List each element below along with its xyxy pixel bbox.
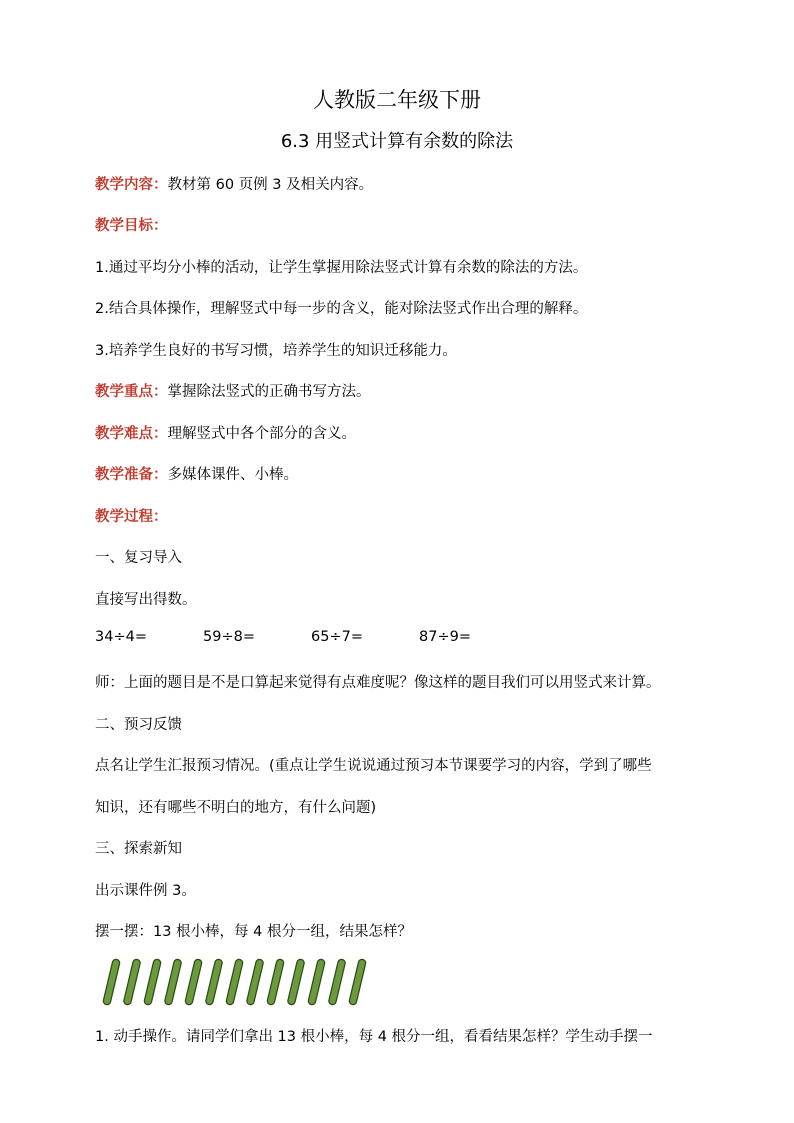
goal-item-2: 2.结合具体操作，理解竖式中每一步的含义，能对除法竖式作出合理的解释。: [95, 301, 588, 317]
expression-3: 65÷7=: [311, 629, 363, 645]
prep-text: 多媒体课件、小棒。: [167, 467, 298, 483]
section-heading-1: 一、复习导入: [95, 550, 182, 566]
sticks-illustration: [95, 958, 375, 1006]
report-line-1: 点名让学生汇报预习情况。(重点让学生说说通过预习本节课要学习的内容，学到了哪些: [95, 758, 652, 774]
lesson-title: 6.3 用竖式计算有余数的除法: [280, 131, 514, 152]
content-label: 教学内容：: [95, 177, 168, 193]
goal-item-3: 3.培养学生良好的书写习惯，培养学生的知识迁移能力。: [95, 343, 457, 359]
difficulty-label: 教学难点：: [95, 426, 168, 442]
expression-4: 87÷9=: [419, 629, 471, 645]
arrange-question: 摆一摆：13 根小棒，每 4 根分一组，结果怎样？: [95, 924, 413, 940]
goal-item-1: 1.通过平均分小棒的活动，让学生掌握用除法竖式计算有余数的除法的方法。: [95, 260, 588, 276]
teacher-remark: 师：上面的题目是不是口算起来觉得有点难度呢？像这样的题目我们可以用竖式来计算。: [95, 675, 661, 691]
difficulty-text: 理解竖式中各个部分的含义。: [167, 426, 356, 442]
content-line: [95, 173, 373, 194]
content-text: 教材第 60 页例 3 及相关内容。: [167, 177, 374, 193]
prep-label: 教学准备：: [95, 467, 168, 483]
section-heading-2: 二、预习反馈: [95, 717, 182, 733]
difficulty-line: [95, 422, 356, 443]
direct-instruction: 直接写出得数。: [95, 592, 197, 608]
key-label: 教学重点：: [95, 384, 168, 400]
process-label: 教学过程：: [95, 509, 168, 525]
expression-1: 34÷4=: [95, 629, 147, 645]
show-courseware: 出示课件例 3。: [95, 883, 196, 899]
expression-2: 59÷8=: [203, 629, 255, 645]
prep-line: [95, 463, 298, 484]
document-title: 人教版二年级下册: [313, 88, 481, 112]
step-1: 1. 动手操作。请同学们拿出 13 根小棒，每 4 根分一组，看看结果怎样？学生动手摆一: [95, 1029, 653, 1045]
key-text: 掌握除法竖式的正确书写方法。: [167, 384, 371, 400]
section-heading-3: 三、探索新知: [95, 841, 182, 857]
goals-label: 教学目标：: [95, 218, 168, 234]
report-line-2: 知识，还有哪些不明白的地方，有什么问题): [95, 800, 377, 816]
key-line: [95, 380, 371, 401]
